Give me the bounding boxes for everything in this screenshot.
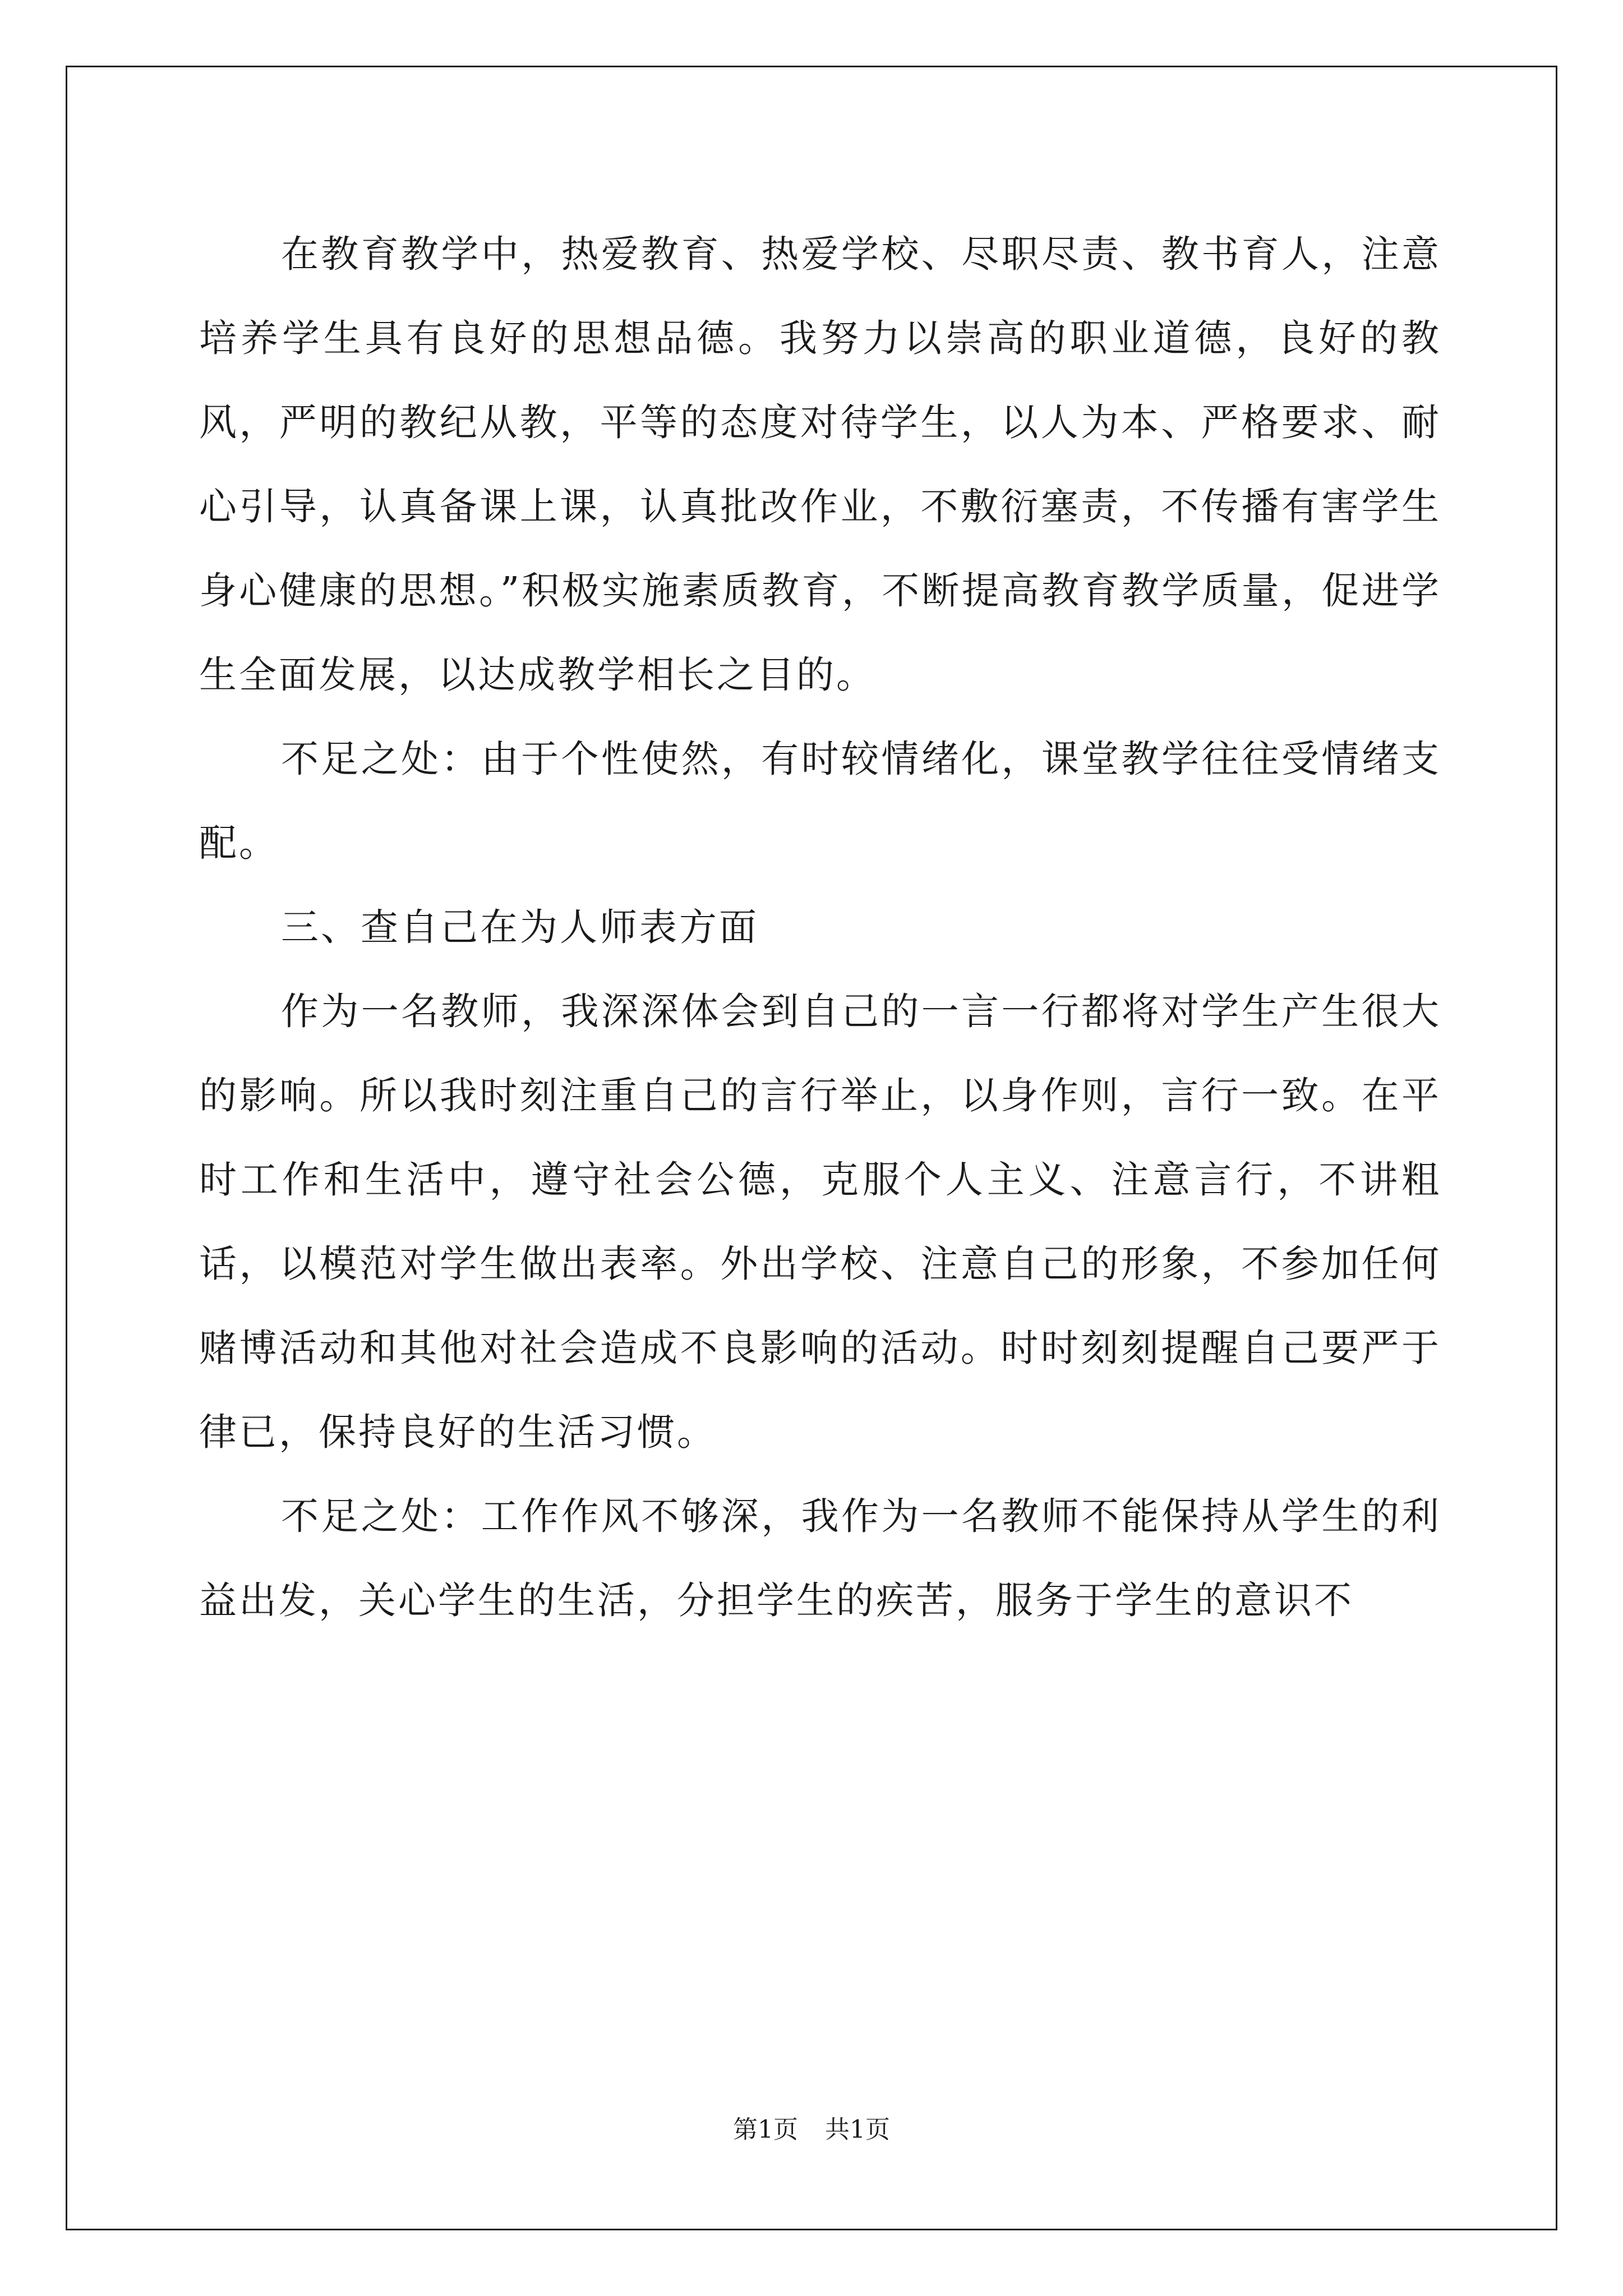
paragraph: 作为一名教师，我深深体会到自己的一言一行都将对学生产生很大的影响。所以我时刻注重自己的言行举止，以身作则，言行一致。在平时工作和生活中，遵守社会公德，克服个人主义、注意言行，不讲粗话，以模范对学生做出表率。外出学校、注意自己的形象，不参加任何赌博活动和其他对社会造成不良影响的活动。时时刻刻提醒自己要严于律已，保持良好的生活习惯。 [199,990,1441,1454]
paragraph: 不足之处：工作作风不够深，我作为一名教师不能保持从学生的利益出发，关心学生的生活，分担学生的疾苦，服务于学生的意识不 [199,1494,1441,1622]
page-number: 第1页 [733,2115,798,2144]
section-heading: 三、查自己在为人师表方面 [281,905,759,949]
document-body [199,212,1441,1642]
paragraph: 在教育教学中，热爱教育、热爱学校、尽职尽责、教书育人，注意培养学生具有良好的思想品德。我努力以崇高的职业道德，良好的教风，严明的教纪从教，平等的态度对待学生，以人为本、严格要求、耐心引导，认真备课上课，认真批改作业，不敷衍塞责，不传播有害学生身心健康的思想。”积极实施素质教育，不断提高教育教学质量，促进学生全面发展，以达成教学相长之目的。 [199,232,1441,697]
page-total: 共1页 [825,2115,890,2144]
page-footer [0,2109,1623,2145]
paragraph: 不足之处：由于个性使然，有时较情绪化，课堂教学往往受情绪支配。 [199,737,1441,865]
